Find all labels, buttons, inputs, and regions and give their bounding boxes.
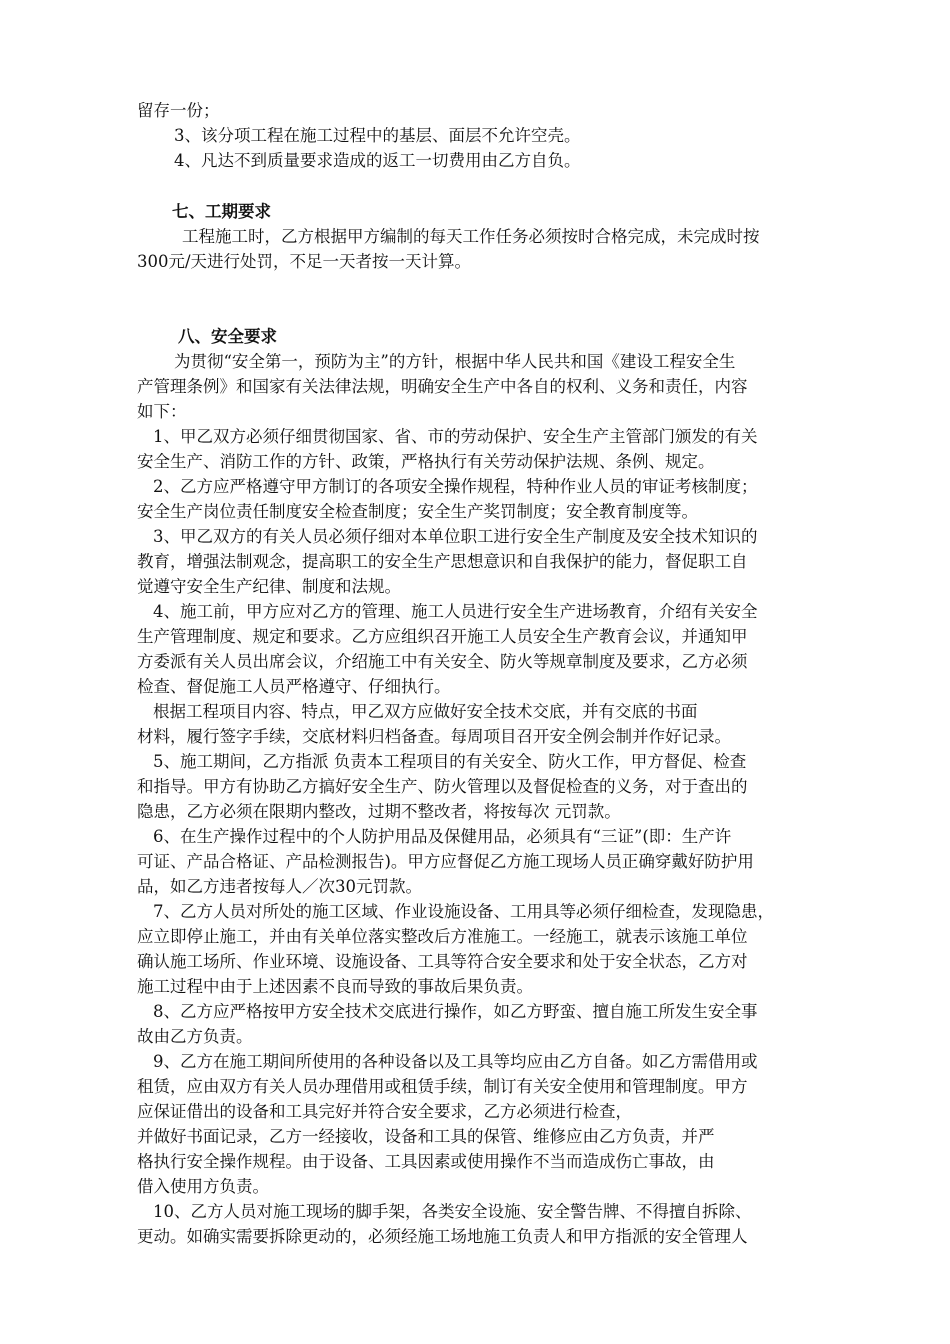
- text-line: 6、在生产操作过程中的个人防护用品及保健用品，必须具有“三证”(即：生产许: [153, 827, 732, 846]
- text-line: 并做好书面记录，乙方一经接收，设备和工具的保管、维修应由乙方负责，并严: [137, 1127, 715, 1146]
- text-line: 工程施工时，乙方根据甲方编制的每天工作任务必须按时合格完成，未完成时按: [182, 227, 760, 246]
- text-line: 7、乙方人员对所处的施工区域、作业设施设备、工用具等必须仔细检查，发现隐患，: [153, 902, 774, 921]
- text-line: 确认施工场所、作业环境、设施设备、工具等符合安全要求和处于安全状态，乙方对: [137, 952, 748, 971]
- text-line: 2、乙方应严格遵守甲方制订的各项安全操作规程，特种作业人员的审证考核制度；: [153, 477, 758, 496]
- text-line: 9、乙方在施工期间所使用的各种设备以及工具等均应由乙方自备。如乙方需借用或: [153, 1052, 758, 1071]
- text-line: 施工过程中由于上述因素不良而导致的事故后果负责。: [137, 977, 533, 996]
- text-line: 教育，增强法制观念，提高职工的安全生产思想意识和自我保护的能力，督促职工自: [137, 552, 748, 571]
- text-line: 应立即停止施工，并由有关单位落实整改后方准施工。一经施工，就表示该施工单位: [137, 927, 748, 946]
- text-line: 3、该分项工程在施工过程中的基层、面层不允许空壳。: [174, 126, 581, 145]
- text-line: 为贯彻“安全第一，预防为主”的方针，根据中华人民共和国《建设工程安全生: [174, 352, 736, 371]
- section-heading-schedule: 七、工期要求: [172, 202, 271, 221]
- text-line: 觉遵守安全生产纪律、制度和法规。: [137, 577, 401, 596]
- section-heading-safety: 八、安全要求: [178, 327, 277, 346]
- text-line: 安全生产岗位责任制度安全检查制度；安全生产奖罚制度；安全教育制度等。: [137, 502, 698, 521]
- text-line: 4、施工前，甲方应对乙方的管理、施工人员进行安全生产进场教育，介绍有关安全: [153, 602, 758, 621]
- text-line: 品，如乙方违者按每人／次30元罚款。: [137, 877, 422, 896]
- text-line: 更动。如确实需要拆除更动的，必须经施工场地施工负责人和甲方指派的安全管理人: [137, 1227, 748, 1246]
- text-line: 留存一份；: [137, 101, 220, 120]
- text-line: 隐患，乙方必须在限期内整改，过期不整改者，将按每次 元罚款。: [137, 802, 621, 821]
- text-line: 可证、产品合格证、产品检测报告)。甲方应督促乙方施工现场人员正确穿戴好防护用: [137, 852, 754, 871]
- text-line: 产管理条例》和国家有关法律法规，明确安全生产中各自的权利、义务和责任，内容: [137, 377, 748, 396]
- text-line: 材料，履行签字手续，交底材料归档备查。每周项目召开安全例会制并作好记录。: [137, 727, 731, 746]
- text-line: 方委派有关人员出席会议，介绍施工中有关安全、防火等规章制度及要求，乙方必须: [137, 652, 748, 671]
- text-line: 10、乙方人员对施工现场的脚手架，各类安全设施、安全警告牌、不得擅自拆除、: [153, 1202, 752, 1221]
- text-line: 根据工程项目内容、特点，甲乙双方应做好安全技术交底，并有交底的书面: [153, 702, 698, 721]
- text-line: 4、凡达不到质量要求造成的返工一切费用由乙方自负。: [174, 151, 581, 170]
- text-line: 安全生产、消防工作的方针、政策，严格执行有关劳动保护法规、条例、规定。: [137, 452, 715, 471]
- text-line: 300元/天进行处罚，不足一天者按一天计算。: [137, 252, 472, 271]
- text-line: 租赁，应由双方有关人员办理借用或租赁手续，制订有关安全使用和管理制度。甲方: [137, 1077, 748, 1096]
- text-line: 检查、督促施工人员严格遵守、仔细执行。: [137, 677, 451, 696]
- text-line: 和指导。甲方有协助乙方搞好安全生产、防火管理以及督促检查的义务，对于查出的: [137, 777, 748, 796]
- text-line: 应保证借出的设备和工具完好并符合安全要求，乙方必须进行检查，: [137, 1102, 632, 1121]
- text-line: 5、施工期间，乙方指派 负责本工程项目的有关安全、防火工作，甲方督促、检查: [153, 752, 747, 771]
- text-line: 8、乙方应严格按甲方安全技术交底进行操作，如乙方野蛮、擅自施工所发生安全事: [153, 1002, 758, 1021]
- text-line: 生产管理制度、规定和要求。乙方应组织召开施工人员安全生产教育会议，并通知甲: [137, 627, 748, 646]
- text-line: 1、甲乙双方必须仔细贯彻国家、省、市的劳动保护、安全生产主管部门颁发的有关: [153, 427, 758, 446]
- text-line: 3、甲乙双方的有关人员必须仔细对本单位职工进行安全生产制度及安全技术知识的: [153, 527, 758, 546]
- text-line: 如下：: [137, 402, 187, 421]
- text-line: 借入使用方负责。: [137, 1177, 269, 1196]
- text-line: 故由乙方负责。: [137, 1027, 253, 1046]
- text-line: 格执行安全操作规程。由于设备、工具因素或使用操作不当而造成伤亡事故，由: [137, 1152, 715, 1171]
